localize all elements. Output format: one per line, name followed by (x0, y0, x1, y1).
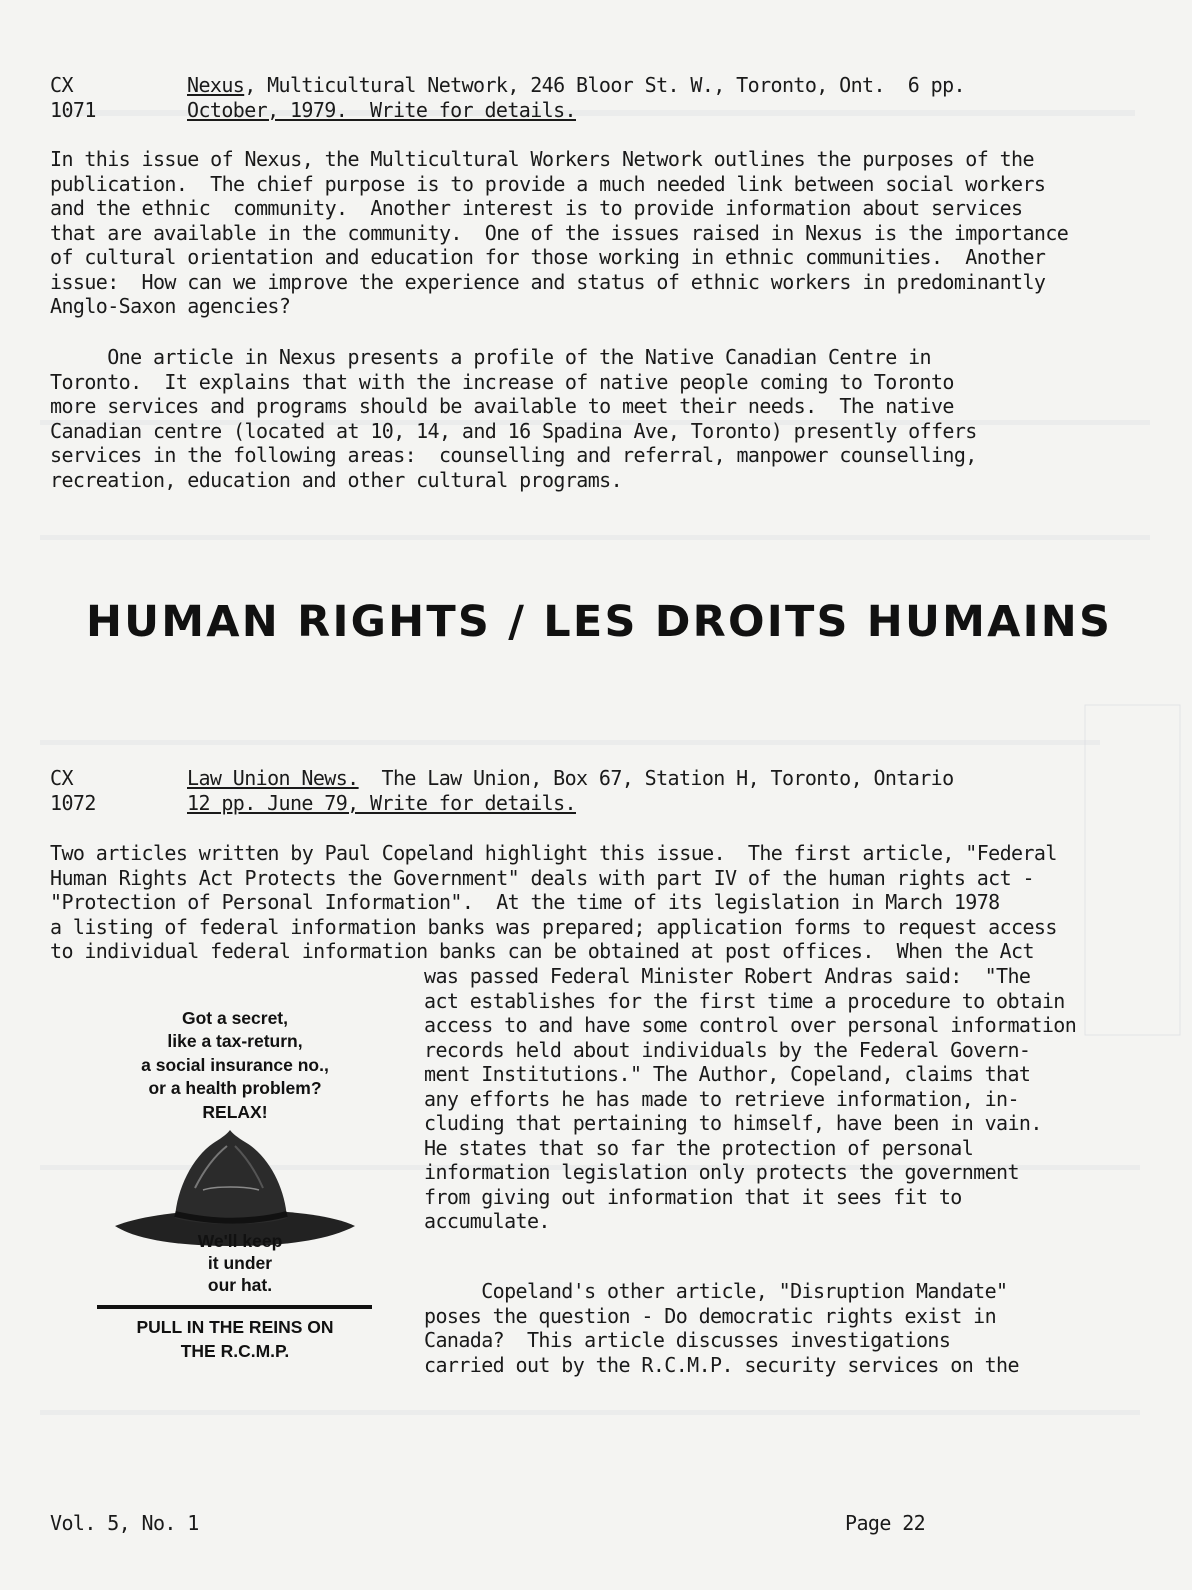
ad-line: Got a secret, (181, 1008, 289, 1028)
entry-code-1071 (50, 73, 96, 122)
publication-title: Law Union News. (187, 766, 359, 790)
ad-line: our hat. (207, 1275, 273, 1295)
text-line: Human Rights Act Protects the Government" deals with part IV of the human rights act - (50, 865, 1034, 890)
text-line: He states that so far the protection of personal (424, 1135, 974, 1160)
entry-1072-paragraph-2-column (424, 1279, 1019, 1377)
text-line: accumulate. (424, 1209, 550, 1233)
text-line: Anglo-Saxon agencies? (50, 294, 291, 318)
text-line: issue: How can we improve the experience and status of ethnic workers in predominantly (50, 269, 1046, 294)
text-line: Two articles written by Paul Copeland highlight this issue. The first article, "Federal (50, 841, 1057, 865)
text-line: "Protection of Personal Information". At the time of its legislation in March 1978 (50, 890, 1000, 914)
text-line: of cultural orientation and education for those working in ethnic communities. Another (50, 245, 1046, 269)
text-line: access to and have some control over personal information (424, 1013, 1077, 1037)
text-line: Canada? This article discusses investigations (424, 1328, 951, 1352)
ad-line: a social insurance no., (141, 1054, 329, 1075)
entry-header-1071 (187, 73, 965, 122)
entry-code-line2: 1072 (50, 790, 96, 815)
text-line: In this issue of Nexus, the Multicultural Workers Network outlines the purposes of the (50, 147, 1034, 171)
footer-page-number: Page 22 (845, 1511, 926, 1535)
text-line: was passed Federal Minister Robert Andras said: "The (424, 964, 1031, 988)
text-line: a listing of federal information banks was prepared; application forms to request access (50, 914, 1057, 939)
ad-divider (97, 1305, 372, 1309)
ad-line: like a tax-return, (167, 1031, 303, 1052)
entry-1071-paragraph-1 (50, 147, 1068, 319)
text-line: publication. The chief purpose is to provide a much needed link between social workers (50, 171, 1046, 196)
entry-1072-paragraph-1 (50, 841, 1057, 964)
ad-bottom-text (95, 1315, 375, 1363)
text-line: act establishes for the first time a procedure to obtain (424, 988, 1065, 1013)
text-line: Toronto. It explains that with the increase of native people coming to Toronto (50, 369, 954, 394)
entry-code-line2: 1071 (50, 97, 96, 122)
text-line: ment Institutions." The Author, Copeland, claims that (424, 1062, 1031, 1086)
footer-volume: Vol. 5, No. 1 (50, 1511, 199, 1535)
section-heading: HUMAN RIGHTS / LES DROITS HUMAINS (86, 597, 1113, 647)
text-line: from giving out information that it sees fit to (424, 1184, 962, 1209)
text-line: One article in Nexus presents a profile of the Native Canadian Centre in (50, 345, 931, 369)
text-line: to individual federal information banks can be obtained at post offices. When the Act (50, 939, 1034, 963)
publication-date: 12 pp. June 79, Write for details. (187, 790, 576, 815)
entry-1071-paragraph-2 (50, 345, 977, 492)
text-line: cluding that pertaining to himself, have been in vain. (424, 1111, 1042, 1135)
entry-code-line1: CX (50, 766, 73, 790)
text-line: records held about individuals by the Federal Govern- (424, 1037, 1031, 1062)
text-line: any efforts he has made to retrieve information, in- (424, 1086, 1019, 1111)
entry-header-1072 (187, 766, 954, 815)
ad-line: THE R.C.M.P. (180, 1341, 290, 1361)
text-line: Copeland's other article, "Disruption Mandate" (424, 1279, 1008, 1303)
text-line: services in the following areas: counselling and referral, manpower counselling, (50, 443, 977, 467)
text-line: Canadian centre (located at 10, 14, and 16 Spadina Ave, Toronto) presently offers (50, 418, 977, 443)
ad-top-text (105, 1007, 365, 1124)
entry-1072-paragraph-1-column (424, 964, 1076, 1234)
text-line: carried out by the R.C.M.P. security services on the (424, 1352, 1019, 1377)
text-line: more services and programs should be available to meet their needs. The native (50, 394, 954, 418)
text-line: poses the question - Do democratic rights exist in (424, 1303, 997, 1328)
ad-line: or a health problem? (148, 1078, 322, 1099)
text-line: that are available in the community. One of the issues raised in Nexus is the importance (50, 220, 1069, 245)
text-line: information legislation only protects the government (424, 1160, 1019, 1184)
ad-mid-text (175, 1230, 305, 1296)
text-line: and the ethnic community. Another interest is to provide information about services (50, 196, 1023, 220)
publication-details: The Law Union, Box 67, Station H, Toronto, Ontario (358, 766, 954, 790)
publication-title: Nexus (187, 73, 245, 97)
publication-date: October, 1979. Write for details. (187, 97, 576, 122)
publication-details: , Multicultural Network, 246 Bloor St. W., Toronto, Ont. 6 pp. (244, 73, 966, 97)
ad-line: RELAX! (202, 1101, 268, 1122)
text-line: recreation, education and other cultural programs. (50, 467, 623, 492)
ad-line: PULL IN THE REINS ON (136, 1317, 334, 1337)
ad-line: We'll keep (197, 1231, 283, 1251)
entry-code-1072 (50, 766, 96, 815)
ad-line: it under (207, 1253, 273, 1273)
entry-code-line1: CX (50, 73, 73, 97)
rcmp-advertisement (105, 1005, 365, 1375)
